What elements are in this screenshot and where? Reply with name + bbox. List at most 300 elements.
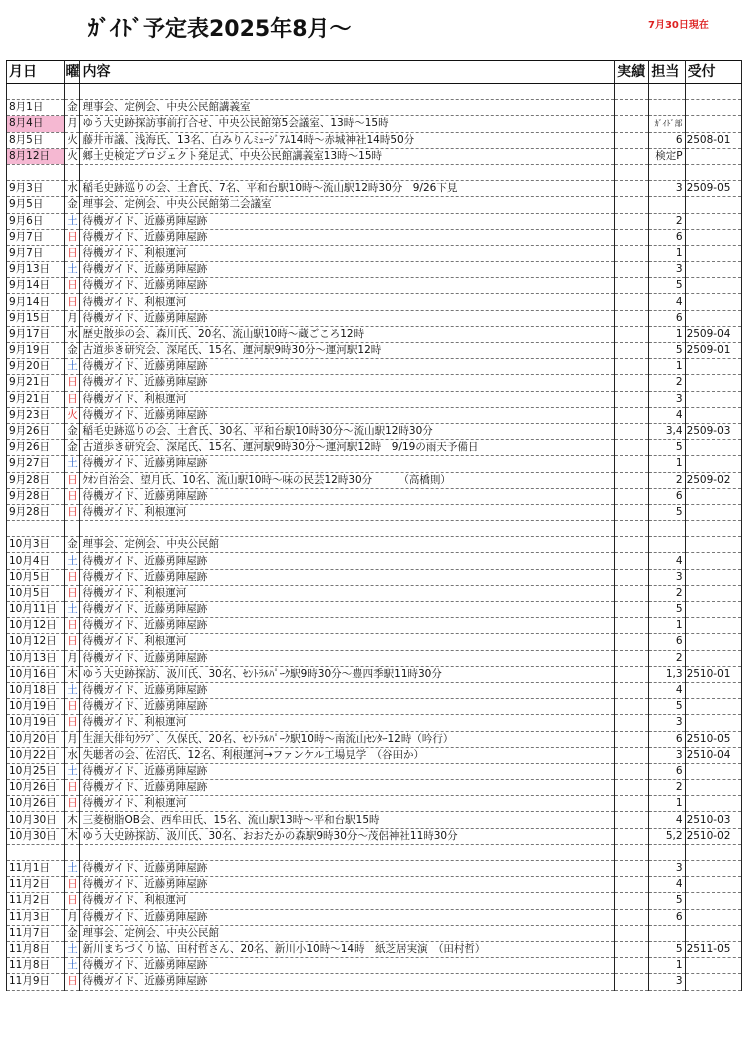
row-date: 10月30日 (7, 812, 65, 828)
table-row (7, 504, 742, 520)
row-weekday: 木 (65, 812, 80, 828)
table-row (7, 650, 742, 666)
row-weekday: 水 (65, 326, 80, 342)
table-row (7, 763, 742, 779)
row-content: 待機ガイド、近藤勇陣屋跡 (80, 278, 615, 294)
row-actual (615, 278, 649, 294)
row-staff: 4 (649, 407, 685, 423)
row-weekday (65, 164, 80, 180)
row-actual (615, 780, 649, 796)
row-content: 待機ガイド、近藤勇陣屋跡 (80, 909, 615, 925)
row-receipt (685, 763, 741, 779)
row-weekday: 日 (65, 699, 80, 715)
row-receipt (685, 116, 741, 132)
table-row (7, 958, 742, 974)
row-actual (615, 213, 649, 229)
table-row (7, 375, 742, 391)
row-staff: 2 (649, 780, 685, 796)
row-receipt (685, 148, 741, 164)
row-receipt (685, 569, 741, 585)
table-row (7, 197, 742, 213)
row-content: 待機ガイド、近藤勇陣屋跡 (80, 569, 615, 585)
table-row (7, 893, 742, 909)
row-actual (615, 747, 649, 763)
row-content: 待機ガイド、近藤勇陣屋跡 (80, 699, 615, 715)
row-content: 待機ガイド、利根運河 (80, 893, 615, 909)
row-date: 9月5日 (7, 197, 65, 213)
row-staff: 検定P (649, 148, 685, 164)
row-weekday: 日 (65, 569, 80, 585)
row-date: 11月9日 (7, 974, 65, 990)
row-receipt (685, 796, 741, 812)
table-row (7, 148, 742, 164)
row-receipt: 2508-01 (685, 132, 741, 148)
row-actual (615, 569, 649, 585)
table-row (7, 780, 742, 796)
row-weekday: 日 (65, 504, 80, 520)
row-staff: 5,2 (649, 828, 685, 844)
row-date: 10月19日 (7, 699, 65, 715)
row-content (80, 164, 615, 180)
row-weekday: 火 (65, 132, 80, 148)
row-receipt (685, 310, 741, 326)
row-actual (615, 585, 649, 601)
row-date (7, 521, 65, 537)
row-date: 9月19日 (7, 343, 65, 359)
row-staff (649, 844, 685, 860)
row-date: 11月2日 (7, 877, 65, 893)
row-content: 待機ガイド、近藤勇陣屋跡 (80, 262, 615, 278)
row-date: 9月20日 (7, 359, 65, 375)
row-actual (615, 100, 649, 116)
row-receipt (685, 650, 741, 666)
row-weekday: 月 (65, 310, 80, 326)
row-content (80, 84, 615, 100)
row-date: 9月15日 (7, 310, 65, 326)
row-weekday: 日 (65, 893, 80, 909)
row-actual (615, 796, 649, 812)
row-actual (615, 116, 649, 132)
table-row (7, 116, 742, 132)
row-receipt (685, 100, 741, 116)
row-actual (615, 715, 649, 731)
row-staff: 5 (649, 343, 685, 359)
row-content: 古道歩き研究会、深尾氏、15名、運河駅9時30分～運河駅12時 (80, 343, 615, 359)
row-staff: 6 (649, 229, 685, 245)
row-weekday: 日 (65, 780, 80, 796)
row-receipt: 2510-03 (685, 812, 741, 828)
row-actual (615, 229, 649, 245)
row-receipt (685, 407, 741, 423)
table-row (7, 861, 742, 877)
table-row (7, 359, 742, 375)
row-actual (615, 84, 649, 100)
row-weekday: 日 (65, 294, 80, 310)
table-row (7, 407, 742, 423)
row-actual (615, 731, 649, 747)
row-actual (615, 294, 649, 310)
row-receipt (685, 634, 741, 650)
table-row (7, 440, 742, 456)
row-staff: 1 (649, 359, 685, 375)
row-weekday: 火 (65, 407, 80, 423)
row-date: 10月25日 (7, 763, 65, 779)
row-receipt: 2509-01 (685, 343, 741, 359)
row-content: 待機ガイド、利根運河 (80, 715, 615, 731)
row-receipt: 2510-04 (685, 747, 741, 763)
row-receipt (685, 715, 741, 731)
row-content: 待機ガイド、近藤勇陣屋跡 (80, 763, 615, 779)
row-receipt (685, 585, 741, 601)
row-date: 10月4日 (7, 553, 65, 569)
table-row (7, 618, 742, 634)
row-actual (615, 828, 649, 844)
row-staff: 1 (649, 618, 685, 634)
table-row (7, 812, 742, 828)
row-content: 稲毛史跡巡りの会、土倉氏、30名、平和台駅10時30分～流山駅12時30分 (80, 423, 615, 439)
row-date (7, 844, 65, 860)
row-content: ゆう大史跡探訪事前打合せ、中央公民館第5会議室、13時～15時 (80, 116, 615, 132)
row-weekday: 土 (65, 553, 80, 569)
as-of-date: 7月30日現在 (648, 20, 709, 31)
row-date: 9月28日 (7, 472, 65, 488)
row-receipt (685, 553, 741, 569)
table-row (7, 245, 742, 261)
table-row (7, 391, 742, 407)
row-weekday: 土 (65, 941, 80, 957)
row-staff: 6 (649, 634, 685, 650)
table-row (7, 553, 742, 569)
row-date (7, 84, 65, 100)
row-content: 待機ガイド、利根運河 (80, 634, 615, 650)
row-receipt (685, 699, 741, 715)
row-content: ｸｵﾝ自治会、望月氏、10名、流山駅10時～味の民芸12時30分 （高橋則） (80, 472, 615, 488)
row-receipt (685, 456, 741, 472)
row-weekday: 月 (65, 650, 80, 666)
table-row (7, 310, 742, 326)
row-actual (615, 375, 649, 391)
row-date: 11月1日 (7, 861, 65, 877)
row-content: 理事会、定例会、中央公民館講義室 (80, 100, 615, 116)
table-row (7, 262, 742, 278)
row-actual (615, 262, 649, 278)
row-staff (649, 925, 685, 941)
row-receipt (685, 682, 741, 698)
row-weekday: 土 (65, 602, 80, 618)
row-content: 待機ガイド、近藤勇陣屋跡 (80, 650, 615, 666)
row-date: 10月12日 (7, 634, 65, 650)
row-date: 9月26日 (7, 423, 65, 439)
row-staff: 2 (649, 585, 685, 601)
row-content: 古道歩き研究会、深尾氏、15名、運河駅9時30分～運河駅12時 9/19の雨天予備日 (80, 440, 615, 456)
row-weekday: 金 (65, 343, 80, 359)
row-receipt (685, 537, 741, 553)
row-date: 11月3日 (7, 909, 65, 925)
row-weekday: 金 (65, 925, 80, 941)
row-content: 待機ガイド、近藤勇陣屋跡 (80, 602, 615, 618)
row-weekday (65, 84, 80, 100)
row-staff: 6 (649, 488, 685, 504)
row-content: 待機ガイド、近藤勇陣屋跡 (80, 310, 615, 326)
row-staff: 6 (649, 763, 685, 779)
row-staff: 5 (649, 699, 685, 715)
row-actual (615, 504, 649, 520)
table-row (7, 213, 742, 229)
row-content: 待機ガイド、利根運河 (80, 504, 615, 520)
row-staff: 5 (649, 941, 685, 957)
row-content: 理事会、定例会、中央公民館 (80, 537, 615, 553)
row-receipt (685, 893, 741, 909)
row-content: 待機ガイド、利根運河 (80, 796, 615, 812)
row-date: 10月22日 (7, 747, 65, 763)
row-staff (649, 100, 685, 116)
table-row (7, 84, 742, 100)
row-actual (615, 844, 649, 860)
row-weekday: 日 (65, 488, 80, 504)
row-weekday: 日 (65, 877, 80, 893)
row-staff (649, 537, 685, 553)
row-actual (615, 456, 649, 472)
row-staff (649, 197, 685, 213)
row-actual (615, 941, 649, 957)
col-staff-header: 担当 (649, 61, 685, 84)
row-date: 10月18日 (7, 682, 65, 698)
row-date: 10月26日 (7, 780, 65, 796)
table-row (7, 844, 742, 860)
row-receipt (685, 197, 741, 213)
row-content (80, 521, 615, 537)
row-receipt (685, 262, 741, 278)
row-date: 9月17日 (7, 326, 65, 342)
row-content: 稲毛史跡巡りの会、土倉氏、7名、平和台駅10時～流山駅12時30分 9/26下見 (80, 181, 615, 197)
row-staff: 6 (649, 909, 685, 925)
col-dow-header: 曜 (65, 61, 80, 84)
col-actual-header: 実績 (615, 61, 649, 84)
col-date-header: 月日 (7, 61, 65, 84)
row-actual (615, 634, 649, 650)
row-date: 10月19日 (7, 715, 65, 731)
row-actual (615, 359, 649, 375)
row-staff: 6 (649, 731, 685, 747)
row-content: ゆう大史跡探訪、汲川氏、30名、おおたかの森駅9時30分～茂侶神社11時30分 (80, 828, 615, 844)
schedule-table (6, 60, 742, 991)
table-row (7, 796, 742, 812)
row-weekday: 金 (65, 100, 80, 116)
row-receipt: 2510-05 (685, 731, 741, 747)
row-actual (615, 181, 649, 197)
row-receipt (685, 925, 741, 941)
row-weekday: 日 (65, 391, 80, 407)
row-weekday: 金 (65, 440, 80, 456)
row-content: 三菱樹脂OB会、西牟田氏、15名、流山駅13時～平和台駅15時 (80, 812, 615, 828)
table-row (7, 877, 742, 893)
row-receipt (685, 213, 741, 229)
row-receipt (685, 618, 741, 634)
row-actual (615, 925, 649, 941)
row-content: 待機ガイド、利根運河 (80, 294, 615, 310)
row-actual (615, 682, 649, 698)
row-actual (615, 650, 649, 666)
row-date: 8月4日 (7, 116, 65, 132)
row-weekday: 土 (65, 359, 80, 375)
row-actual (615, 618, 649, 634)
row-receipt: 2509-03 (685, 423, 741, 439)
table-row (7, 585, 742, 601)
row-content: 待機ガイド、近藤勇陣屋跡 (80, 553, 615, 569)
row-content: 待機ガイド、利根運河 (80, 245, 615, 261)
table-header (7, 61, 742, 84)
row-staff: 2 (649, 213, 685, 229)
row-content: 歴史散歩の会、森川氏、20名、流山駅10時～蔵ごころ12時 (80, 326, 615, 342)
table-row (7, 181, 742, 197)
table-row (7, 456, 742, 472)
row-weekday: 日 (65, 634, 80, 650)
table-row (7, 699, 742, 715)
row-date: 9月7日 (7, 245, 65, 261)
row-weekday: 日 (65, 245, 80, 261)
row-date: 9月3日 (7, 181, 65, 197)
row-date: 10月11日 (7, 602, 65, 618)
table-row (7, 682, 742, 698)
row-actual (615, 423, 649, 439)
col-item-header: 内容 (80, 61, 615, 84)
row-date: 10月20日 (7, 731, 65, 747)
row-actual (615, 602, 649, 618)
row-actual (615, 763, 649, 779)
table-row (7, 164, 742, 180)
row-date: 10月13日 (7, 650, 65, 666)
col-receipt-header: 受付 (685, 61, 741, 84)
row-staff: 2 (649, 650, 685, 666)
table-row (7, 521, 742, 537)
table-row (7, 326, 742, 342)
row-content: 失聴者の会、佐沼氏、12名、利根運河→ファンケル工場見学 （谷田か） (80, 747, 615, 763)
row-actual (615, 326, 649, 342)
row-date: 9月21日 (7, 375, 65, 391)
row-staff: 3 (649, 974, 685, 990)
table-row (7, 229, 742, 245)
table-row (7, 488, 742, 504)
row-date: 9月28日 (7, 488, 65, 504)
row-date: 8月1日 (7, 100, 65, 116)
table-row (7, 602, 742, 618)
row-receipt (685, 375, 741, 391)
row-staff (649, 84, 685, 100)
page-title: ｶﾞｲﾄﾞ予定表2025年8月～ (88, 17, 352, 42)
row-content: 待機ガイド、近藤勇陣屋跡 (80, 359, 615, 375)
row-receipt (685, 359, 741, 375)
row-date: 11月7日 (7, 925, 65, 941)
row-staff: ｶﾞｲﾄﾞ部 (649, 116, 685, 132)
row-weekday: 土 (65, 958, 80, 974)
table-row (7, 715, 742, 731)
table-row (7, 569, 742, 585)
row-content: 待機ガイド、近藤勇陣屋跡 (80, 974, 615, 990)
row-content (80, 844, 615, 860)
row-actual (615, 310, 649, 326)
row-content: 藤井市議、浅海氏、13名、白みりんﾐｭｰｼﾞｱﾑ14時～赤城神社14時50分 (80, 132, 615, 148)
row-receipt (685, 521, 741, 537)
row-receipt (685, 877, 741, 893)
row-actual (615, 666, 649, 682)
row-actual (615, 245, 649, 261)
row-receipt: 2510-01 (685, 666, 741, 682)
row-date: 9月21日 (7, 391, 65, 407)
row-staff: 4 (649, 682, 685, 698)
row-weekday: 日 (65, 796, 80, 812)
row-receipt: 2509-04 (685, 326, 741, 342)
row-actual (615, 958, 649, 974)
row-date: 9月26日 (7, 440, 65, 456)
row-weekday: 金 (65, 423, 80, 439)
row-content: 新川まちづくり協、田村哲さん、20名、新川小10時～14時 紙芝居実演 （田村哲） (80, 941, 615, 957)
row-receipt (685, 780, 741, 796)
row-date: 9月14日 (7, 278, 65, 294)
row-receipt (685, 909, 741, 925)
row-weekday: 日 (65, 585, 80, 601)
row-date: 10月16日 (7, 666, 65, 682)
row-weekday: 日 (65, 618, 80, 634)
row-receipt (685, 440, 741, 456)
row-content: 待機ガイド、近藤勇陣屋跡 (80, 375, 615, 391)
table-row (7, 472, 742, 488)
row-date: 10月5日 (7, 569, 65, 585)
table-row (7, 909, 742, 925)
row-date: 10月12日 (7, 618, 65, 634)
row-staff: 2 (649, 472, 685, 488)
row-date: 9月7日 (7, 229, 65, 245)
row-staff: 5 (649, 504, 685, 520)
row-actual (615, 909, 649, 925)
row-date: 11月8日 (7, 941, 65, 957)
row-staff: 3 (649, 569, 685, 585)
row-weekday: 日 (65, 974, 80, 990)
row-weekday: 金 (65, 537, 80, 553)
row-staff: 5 (649, 278, 685, 294)
table-row (7, 925, 742, 941)
table-row (7, 828, 742, 844)
row-staff: 4 (649, 553, 685, 569)
row-receipt: 2509-05 (685, 181, 741, 197)
row-weekday: 土 (65, 456, 80, 472)
row-receipt (685, 861, 741, 877)
row-actual (615, 391, 649, 407)
row-weekday: 月 (65, 909, 80, 925)
row-weekday: 水 (65, 181, 80, 197)
row-weekday: 土 (65, 262, 80, 278)
row-content: 待機ガイド、近藤勇陣屋跡 (80, 682, 615, 698)
row-actual (615, 812, 649, 828)
row-weekday (65, 521, 80, 537)
row-staff: 5 (649, 440, 685, 456)
row-actual (615, 699, 649, 715)
row-date: 9月28日 (7, 504, 65, 520)
table-row (7, 294, 742, 310)
row-actual (615, 407, 649, 423)
row-date: 9月14日 (7, 294, 65, 310)
row-content: 理事会、定例会、中央公民館第二会議室 (80, 197, 615, 213)
row-staff: 1,3 (649, 666, 685, 682)
row-weekday: 月 (65, 731, 80, 747)
row-staff: 3 (649, 262, 685, 278)
row-content: 郷土史検定プロジェクト発足式、中央公民館講義室13時～15時 (80, 148, 615, 164)
row-date: 10月5日 (7, 585, 65, 601)
row-content: 待機ガイド、近藤勇陣屋跡 (80, 407, 615, 423)
row-staff: 3 (649, 181, 685, 197)
row-weekday (65, 844, 80, 860)
table-row (7, 941, 742, 957)
row-actual (615, 861, 649, 877)
